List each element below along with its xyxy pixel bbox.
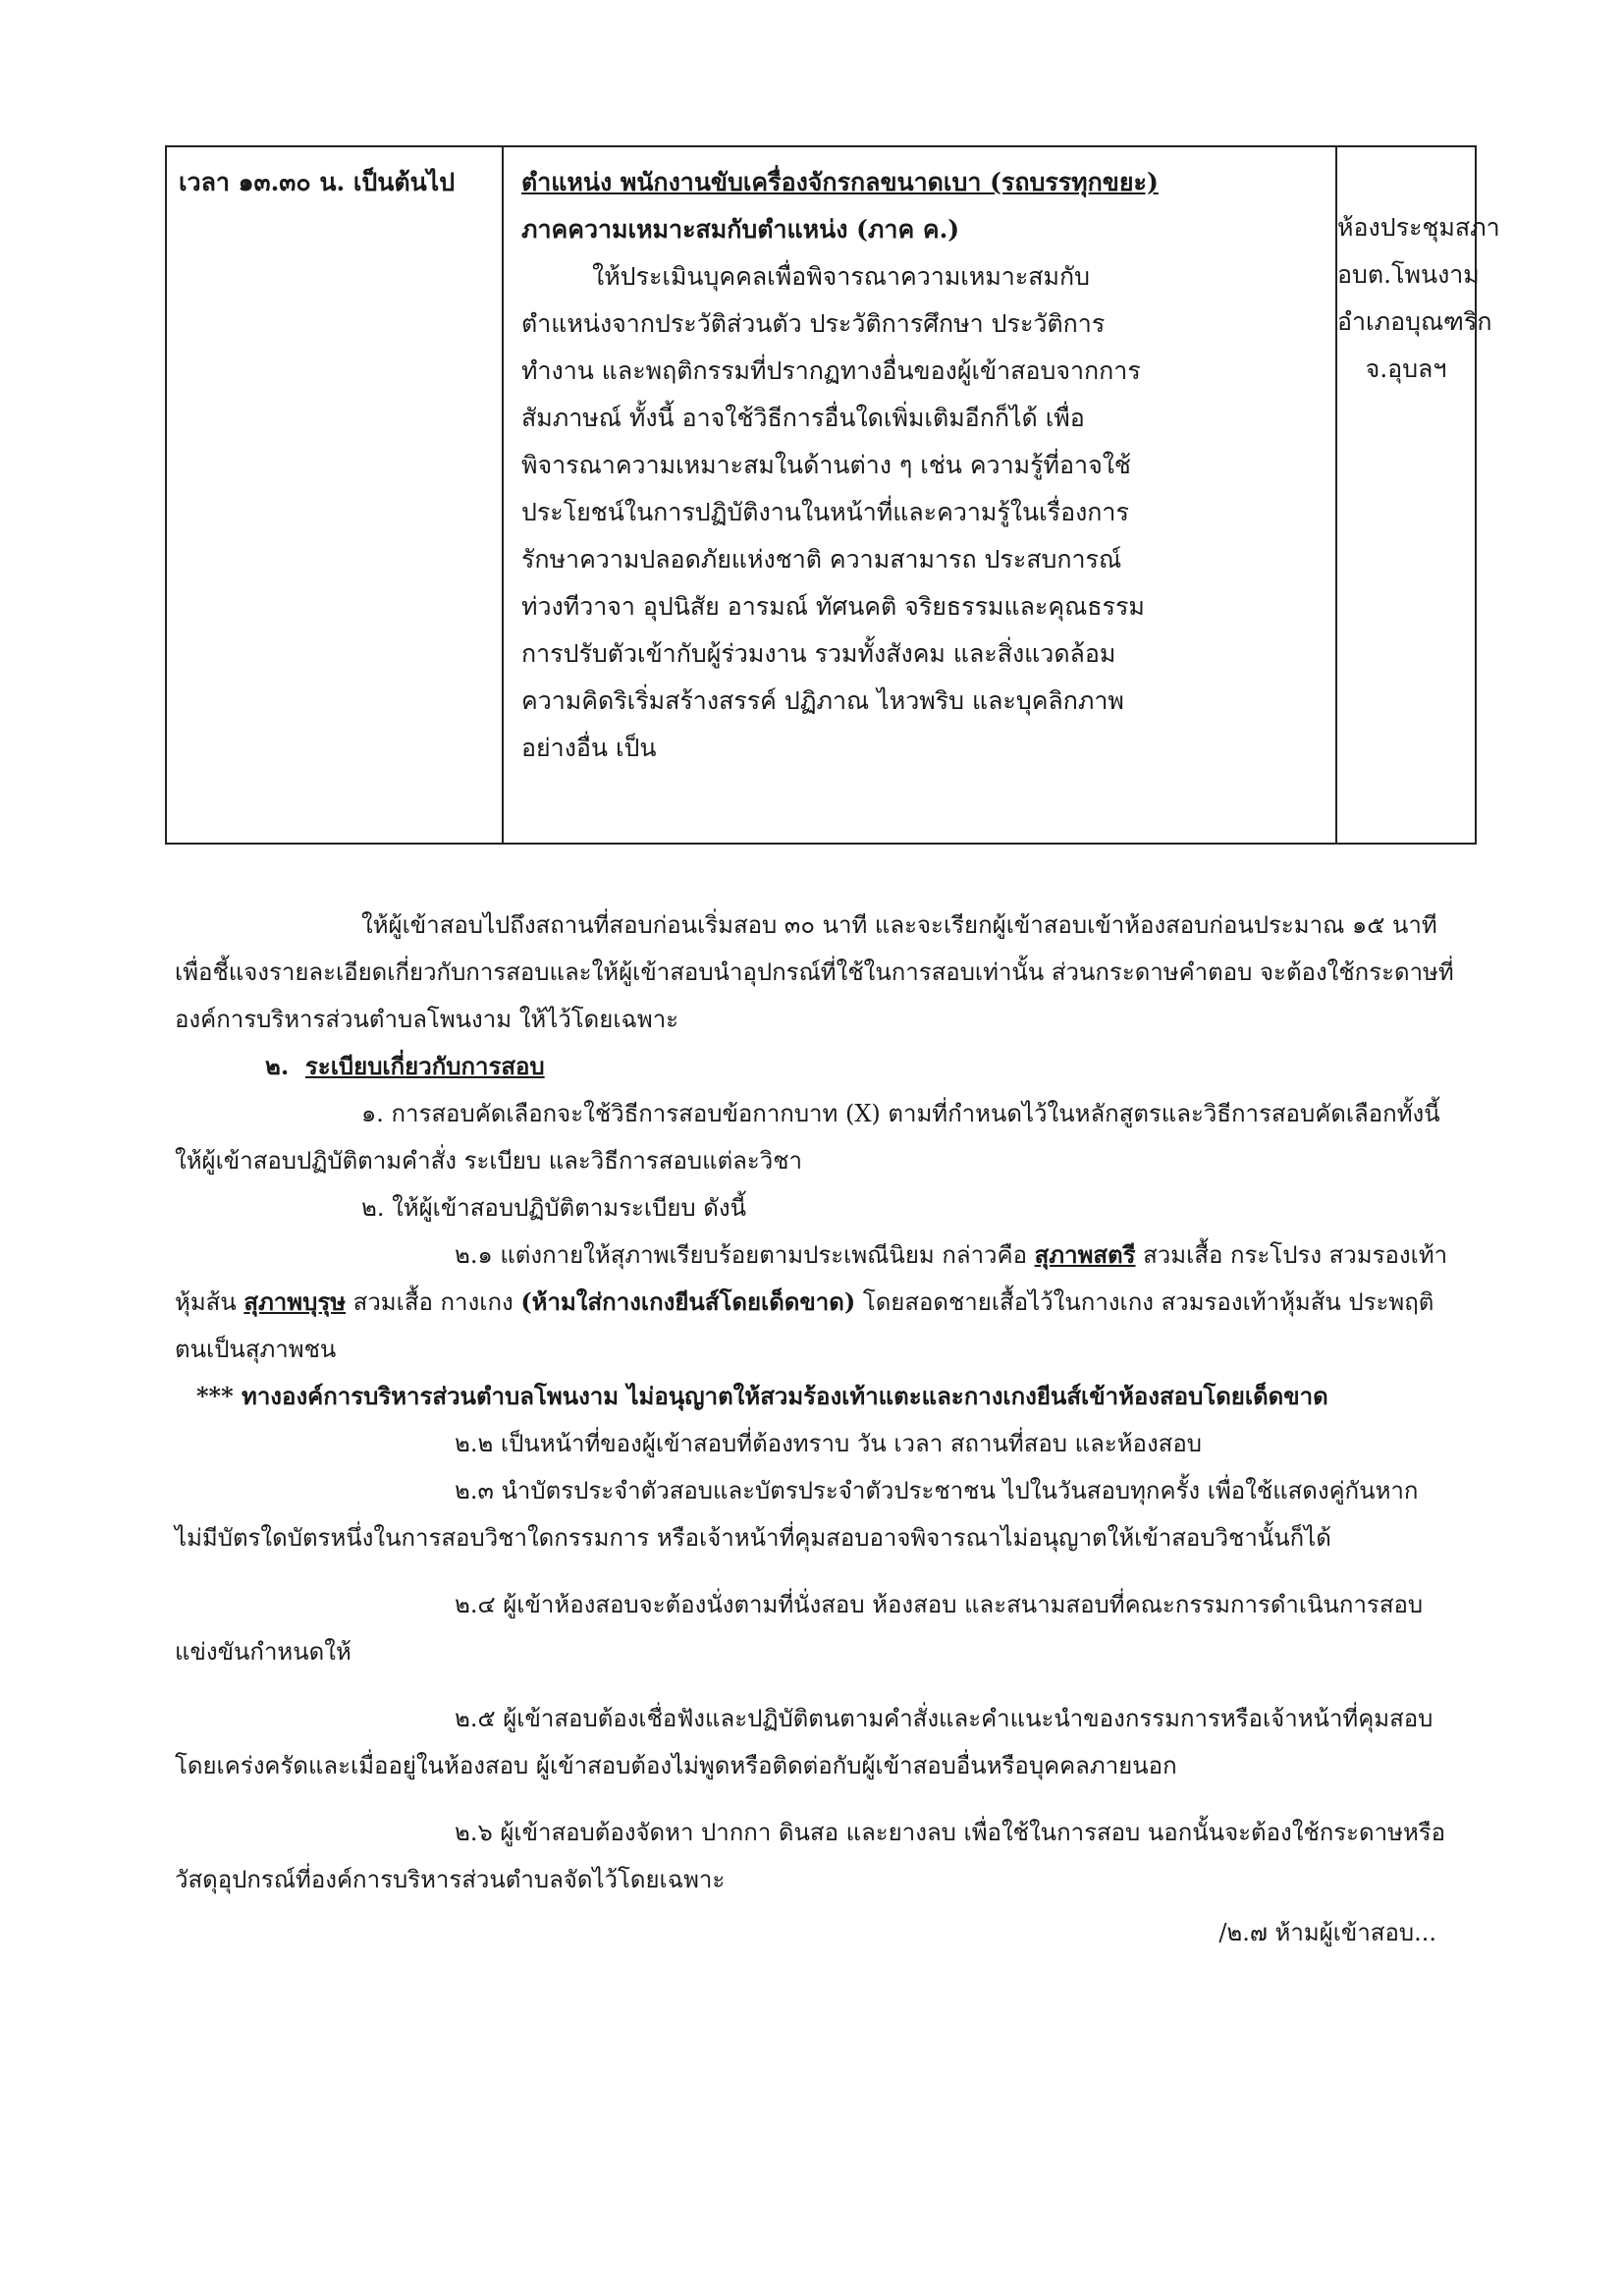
rule-2-3: ๒.๓ นำบัตรประจำตัวสอบและบัตรประจำตัวประชาชน ไปในวันสอบทุกครั้ง เพื่อใช้แสดงคู่กันหาก ไม่มีบัตรใดบัตรหนึ่งในการสอบวิชาใดกรรมการ หรือเจ้าหน้าที่คุมสอบอาจพิจารณาไม่อนุญาตให้เข้าสอบวิชานั้นก็ได้ <box>175 1477 1419 1552</box>
place-cell <box>1337 147 1500 843</box>
position-title: ตำแหน่ง พนักงานขับเครื่องจักรกลขนาดเบา (รถบรรทุกขยะ) <box>521 168 1159 196</box>
schedule-table <box>165 145 1500 845</box>
rule-2-6: ๒.๖ ผู้เข้าสอบต้องจัดหา ปากกา ดินสอ และยางลบ เพื่อใช้ในการสอบ นอกนั้นจะต้องใช้กระดาษหรือวัสดุอุปกรณ์ที่องค์การบริหารส่วนตำบลจัดไว้โดยเฉพาะ <box>175 1819 1446 1893</box>
rule-2-1-b: สวมเสื้อ กระโปรง สวมรองเท้าหุ้มส้น <box>175 1241 1448 1316</box>
place-line-3: อำเภอบุณฑริก <box>1337 307 1492 336</box>
rule-2-1-male: สุภาพบุรุษ <box>243 1287 347 1316</box>
section-heading-title: ระเบียบเกี่ยวกับการสอบ <box>304 1052 545 1080</box>
detail-cell <box>504 147 1337 843</box>
place-line-4: จ.อุบลฯ <box>1365 355 1447 383</box>
rule-2-1-a: ๒.๑ แต่งกายให้สุภาพเรียบร้อยตามประเพณีนิยม กล่าวคือ <box>455 1241 1035 1269</box>
notice-no-sandals: *** ทางองค์การบริหารส่วนตำบลโพนงาม ไม่อนุญาตให้สวมร้องเท้าแตะและกางเกงยีนส์เข้าห้องสอบโดยเด็ดขาด <box>196 1382 1328 1410</box>
time-cell <box>167 147 504 843</box>
place-line-2: อบต.โพนงาม <box>1337 260 1480 289</box>
rule-2-1-female: สุภาพสตรี <box>1034 1240 1136 1269</box>
rule-2-2: ๒.๒ เป็นหน้าที่ของผู้เข้าสอบที่ต้องทราบ วัน เวลา สถานที่สอบ และห้องสอบ <box>455 1430 1202 1457</box>
continued-marker: /๒.๗ ห้ามผู้เข้าสอบ... <box>1218 1919 1436 1946</box>
rule-2-1-c: สวมเสื้อ กางเกง <box>346 1288 521 1316</box>
rule-2-1-ban: (ห้ามใส่กางเกงยีนส์โดยเด็ดขาด) <box>520 1287 856 1316</box>
intro-paragraph: ให้ผู้เข้าสอบไปถึงสถานที่สอบก่อนเริ่มสอบ ๓๐ นาที และจะเรียกผู้เข้าสอบเข้าห้องสอบก่อนประมาณ ๑๕ นาที เพื่อชี้แจงรายละเอียดเกี่ยวกับการสอบและให้ผู้เข้าสอบนำอุปกรณ์ที่ใช้ในการสอบเท่านั้น ส่วนกระดาษคำตอบ จะต้องใช้กระดาษที่องค์การบริหารส่วนตำบลโพนงาม ให้ไว้โดยเฉพาะ <box>175 911 1454 1033</box>
rule-2-4: ๒.๔ ผู้เข้าห้องสอบจะต้องนั่งตามที่นั่งสอบ ห้องสอบ และสนามสอบที่คณะกรรมการดำเนินการสอบแข่งขันกำหนดให้ <box>175 1591 1424 1666</box>
place-line-1: ห้องประชุมสภา <box>1337 213 1500 242</box>
body-text <box>175 902 1463 1903</box>
section-number: ๒. <box>265 1052 290 1080</box>
rule-2-1 <box>175 1231 1463 1373</box>
rule-2: ๒. ให้ผู้เข้าสอบปฏิบัติตามระเบียบ ดังนี้ <box>361 1194 746 1222</box>
exam-time: เวลา ๑๓.๓๐ น. เป็นต้นไป <box>179 168 456 196</box>
rule-2-1-d: โดยสอดชายเสื้อไว้ในกางเกง สวมรองเท้าหุ้มส้น ประพฤติตนเป็นสุภาพชน <box>175 1288 1434 1363</box>
section-title: ภาคความเหมาะสมกับตำแหน่ง (ภาค ค.) <box>521 215 960 244</box>
section-heading <box>175 1043 1463 1090</box>
rule-1: ๑. การสอบคัดเลือกจะใช้วิธีการสอบข้อกากบาท (X) ตามที่กำหนดไว้ในหลักสูตรและวิธีการสอบคัดเลือกทั้งนี้ให้ผู้เข้าสอบปฏิบัติตามคำสั่ง ระเบียบ และวิธีการสอบแต่ละวิชา <box>175 1100 1440 1175</box>
rule-2-5: ๒.๕ ผู้เข้าสอบต้องเชื่อฟังและปฏิบัติตนตามคำสั่งและคำแนะนำของกรรมการหรือเจ้าหน้าที่คุมสอบโดยเคร่งครัดและเมื่ออยู่ในห้องสอบ ผู้เข้าสอบต้องไม่พูดหรือติดต่อกับผู้เข้าสอบอื่นหรือบุคคลภายนอก <box>175 1705 1434 1779</box>
assessment-description: ให้ประเมินบุคคลเพื่อพิจารณาความเหมาะสมกับตำแหน่งจากประวัติส่วนตัว ประวัติการศึกษา ประวัติการทำงาน และพฤติกรรมที่ปรากฏทางอื่นของผู้เข้าสอบจากการสัมภาษณ์ ทั้งนี้ อาจใช้วิธีการอื่นใดเพิ่มเติมอีกก็ได้ เพื่อพิจารณาความเหมาะสมในด้านต่าง ๆ เช่น ความรู้ที่อาจใช้ประโยชน์ในการปฏิบัติงานในหน้าที่และความรู้ในเรื่องการรักษาความปลอดภัยแห่งชาติ ความสามารถ ประสบการณ์ ท่วงทีวาจา อุปนิสัย อารมณ์ ทัศนคติ จริยธรรมและคุณธรรม การปรับตัวเข้ากับผู้ร่วมงาน รวมทั้งสังคม และสิ่งแวดล้อม ความคิดริเริ่มสร้างสรรค์ ปฏิภาณ ไหวพริบ และบุคลิกภาพอย่างอื่น เป็น <box>521 262 1145 762</box>
